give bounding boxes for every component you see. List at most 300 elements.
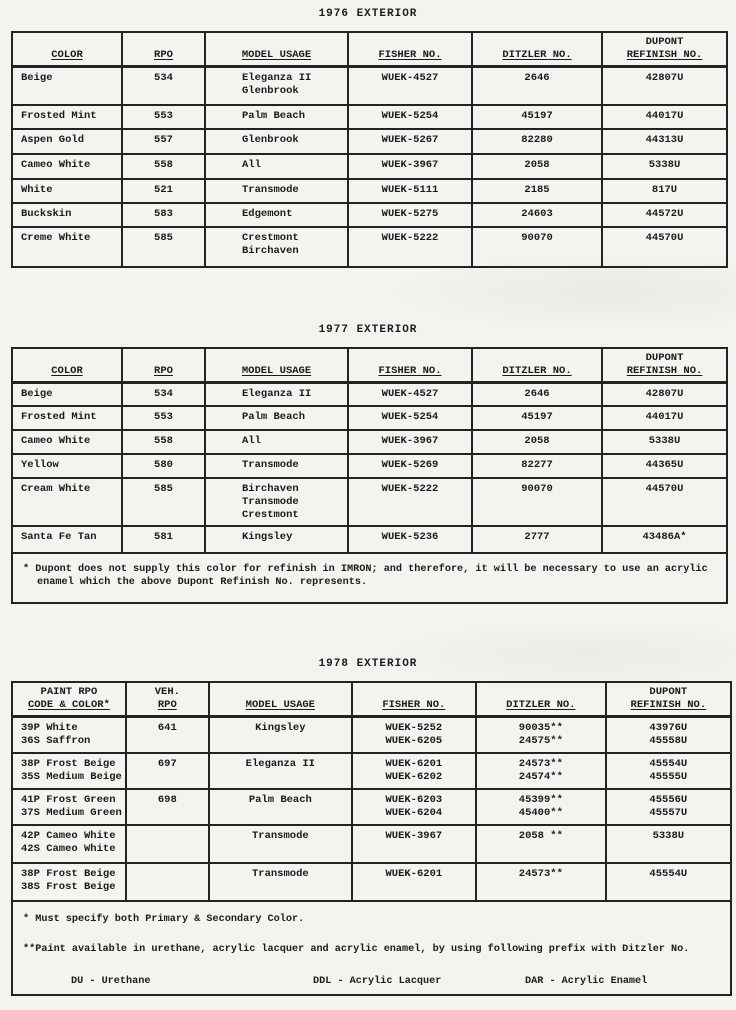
cell-model-usage — [209, 789, 352, 825]
cell-ditzler-no — [476, 753, 606, 789]
header-label: MODEL USAGE — [241, 49, 312, 61]
cell-line: WUEK-5267 — [381, 133, 439, 146]
cell-line: WUEK-6201 — [385, 757, 443, 770]
cell-dupont-no — [602, 227, 727, 267]
cell-rpo — [122, 406, 205, 430]
cell-line: Edgemont — [242, 207, 293, 220]
header-label: CODE & COLOR* — [27, 699, 110, 711]
header-label: REFINISH NO. — [626, 49, 703, 61]
cell-fisher-no — [348, 406, 472, 430]
cell-fisher-no — [348, 179, 472, 203]
cell-line: 2777 — [524, 531, 550, 543]
cell-line: WUEK-5111 — [381, 183, 439, 196]
cell-line: Transmode — [251, 829, 309, 842]
cell-line: WUEK-3967 — [385, 829, 443, 842]
cell-line: 90035** — [518, 722, 563, 734]
header-model-usage — [205, 348, 348, 383]
cell-fisher-no — [348, 203, 472, 227]
cell-line: WUEK-4527 — [381, 387, 439, 400]
cell-line: WUEK-5254 — [381, 411, 439, 423]
cell-paint-rpo — [12, 789, 126, 825]
cell-veh-rpo — [126, 753, 209, 789]
cell-rpo — [122, 129, 205, 154]
cell-ditzler-no — [472, 227, 602, 267]
footnotes-1978 — [12, 901, 731, 995]
cell-line: Palm Beach — [242, 411, 306, 423]
table-row — [12, 753, 731, 789]
header-label: DITZLER NO. — [502, 49, 572, 61]
cell-line: WUEK-5275 — [381, 207, 439, 220]
table-row — [12, 406, 727, 430]
cell-line: Birchaven — [242, 244, 299, 257]
header-label: MODEL USAGE — [245, 699, 315, 711]
cell-line: 24574** — [518, 770, 563, 783]
table-row — [12, 227, 727, 267]
cell-line: Crestmont — [242, 231, 299, 244]
cell-line: Glenbrook — [242, 133, 299, 146]
cell-line: WUEK-5222 — [381, 483, 439, 495]
cell-rpo — [122, 526, 205, 553]
cell-line: 817U — [651, 183, 678, 196]
table-row — [12, 179, 727, 203]
table-row — [12, 67, 727, 105]
cell-dupont-no — [602, 526, 727, 553]
header-label: MODEL USAGE — [241, 364, 312, 377]
cell-paint-rpo — [12, 825, 126, 863]
header-dupont-refinish-no — [602, 32, 727, 67]
cell-veh-rpo — [126, 717, 209, 753]
cell-color — [12, 179, 122, 203]
header-fisher-no — [352, 682, 476, 717]
footnote-line: enamel which the above Dupont Refinish No. represents. — [37, 577, 368, 588]
cell-line: Kingsley — [255, 722, 306, 734]
cell-line: Beige — [21, 72, 53, 84]
cell-color — [12, 382, 122, 406]
cell-dupont-no — [602, 179, 727, 203]
cell-line: Frosted Mint — [21, 411, 97, 423]
cell-line: 580 — [154, 459, 173, 471]
cell-color — [12, 227, 122, 267]
cell-dupont-no — [606, 863, 731, 901]
cell-model-usage — [205, 526, 348, 553]
cell-line: Frosted Mint — [21, 109, 97, 122]
cell-fisher-no — [348, 105, 472, 129]
cell-line: 534 — [154, 72, 173, 84]
cell-dupont-no — [602, 430, 727, 454]
table-1978-exterior — [11, 681, 732, 996]
cell-line: 39P White — [21, 722, 78, 734]
cell-model-usage — [205, 105, 348, 129]
cell-line: 2646 — [524, 72, 550, 84]
table-row — [12, 382, 727, 406]
cell-line: 44017U — [645, 411, 684, 423]
header-veh-rpo — [126, 682, 209, 717]
table-row — [12, 430, 727, 454]
cell-rpo — [122, 179, 205, 203]
cell-line: 82277 — [521, 459, 553, 471]
cell-line: 38P Frost Beige — [21, 757, 116, 770]
header-row — [12, 32, 727, 67]
cell-ditzler-no — [476, 825, 606, 863]
table-title-1976: 1976 EXTERIOR — [318, 8, 418, 20]
cell-ditzler-no — [472, 526, 602, 553]
header-ditzler-no — [472, 32, 602, 67]
cell-rpo — [122, 67, 205, 105]
cell-ditzler-no — [472, 406, 602, 430]
cell-line: WUEK-6205 — [385, 735, 443, 747]
cell-model-usage — [205, 227, 348, 267]
cell-line: 45399** — [518, 793, 563, 806]
cell-line: 43486A* — [642, 531, 687, 543]
table-title-1977: 1977 EXTERIOR — [318, 323, 418, 336]
cell-ditzler-no — [472, 154, 602, 179]
cell-line: Eleganza II — [242, 387, 312, 400]
cell-line: Yellow — [21, 459, 59, 471]
cell-model-usage — [205, 382, 348, 406]
cell-fisher-no — [348, 454, 472, 478]
cell-line: 2058 — [524, 158, 550, 171]
cell-line: 45555U — [649, 770, 688, 783]
header-model-usage — [209, 682, 352, 717]
cell-dupont-no — [602, 406, 727, 430]
cell-line: 45554U — [649, 757, 688, 770]
cell-line: 38S Frost Beige — [21, 880, 116, 893]
cell-line: 5338U — [648, 158, 681, 171]
cell-line: 24573** — [518, 757, 563, 770]
cell-line: 45197 — [521, 109, 553, 122]
cell-line: All — [242, 435, 261, 447]
table-row — [12, 203, 727, 227]
cell-line: Santa Fe Tan — [21, 531, 97, 543]
cell-line: 82280 — [521, 133, 553, 146]
header-label: FISHER NO. — [378, 364, 442, 377]
header-label: DUPONT — [645, 36, 684, 48]
cell-ditzler-no — [472, 129, 602, 154]
cell-paint-rpo — [12, 717, 126, 753]
table-row — [12, 478, 727, 526]
cell-line: 553 — [154, 411, 173, 423]
cell-model-usage — [205, 430, 348, 454]
header-label: REFINISH NO. — [626, 364, 703, 377]
header-label: COLOR — [51, 49, 83, 61]
cell-paint-rpo — [12, 863, 126, 901]
cell-veh-rpo-empty — [126, 863, 209, 901]
table-row — [12, 129, 727, 154]
cell-line: 585 — [154, 231, 173, 244]
cell-line: Buckskin — [21, 207, 72, 220]
cell-line: Eleganza II — [242, 72, 312, 84]
cell-line: 45557U — [649, 806, 688, 819]
cell-model-usage — [205, 478, 348, 526]
cell-line: 583 — [154, 207, 173, 220]
header-color — [12, 348, 122, 383]
cell-fisher-no — [348, 154, 472, 179]
cell-line: 553 — [154, 109, 173, 122]
cell-dupont-no — [602, 129, 727, 154]
cell-line: 44570U — [645, 231, 684, 244]
cell-model-usage — [205, 67, 348, 105]
cell-fisher-no — [348, 382, 472, 406]
cell-model-usage — [205, 154, 348, 179]
prefix-legend — [23, 975, 724, 988]
cell-line: WUEK-5236 — [381, 531, 439, 543]
table-title-1978: 1978 EXTERIOR — [318, 658, 418, 670]
cell-color — [12, 478, 122, 526]
cell-line: White — [21, 183, 53, 196]
cell-model-usage — [209, 825, 352, 863]
cell-rpo — [122, 478, 205, 526]
cell-line: Creme White — [21, 231, 91, 244]
cell-line: Aspen Gold — [21, 133, 85, 146]
cell-line: 45197 — [521, 411, 553, 423]
header-label: PAINT RPO — [40, 686, 98, 698]
table-row — [12, 105, 727, 129]
cell-line: Cameo White — [21, 435, 91, 447]
footnote-primary-secondary: * Must specify both Primary & Secondary Color. — [23, 913, 305, 925]
cell-line: Crestmont — [242, 509, 299, 521]
cell-model-usage — [205, 406, 348, 430]
header-label: DITZLER NO. — [506, 699, 576, 711]
cell-line: 90070 — [521, 231, 553, 244]
table-row — [12, 526, 727, 553]
cell-line: 24573** — [518, 867, 563, 880]
cell-line: Eleganza II — [245, 757, 315, 770]
cell-color — [12, 67, 122, 105]
cell-line: 24575** — [518, 735, 563, 747]
header-row — [12, 348, 727, 383]
cell-line: WUEK-6202 — [385, 770, 443, 783]
cell-ditzler-no — [476, 863, 606, 901]
cell-color — [12, 430, 122, 454]
cell-model-usage — [205, 179, 348, 203]
cell-line: WUEK-5254 — [381, 109, 439, 122]
cell-line: 581 — [154, 531, 173, 543]
legend-ddl-acrylic-lacquer: DDL - Acrylic Lacquer — [313, 975, 442, 987]
header-fisher-no — [348, 32, 472, 67]
cell-line: 5338U — [652, 829, 685, 842]
cell-model-usage — [205, 203, 348, 227]
cell-line: Birchaven — [242, 483, 299, 495]
header-fisher-no — [348, 348, 472, 383]
cell-model-usage — [209, 753, 352, 789]
cell-line: Beige — [21, 387, 53, 400]
cell-line: Kingsley — [242, 531, 293, 543]
header-model-usage — [205, 32, 348, 67]
cell-line: WUEK-5252 — [385, 722, 443, 734]
cell-dupont-no — [602, 454, 727, 478]
cell-line: 558 — [154, 158, 173, 171]
cell-model-usage — [205, 454, 348, 478]
cell-line: 2058 ** — [518, 829, 563, 842]
table-1976-exterior — [11, 31, 728, 268]
footnote-line: * Dupont does not supply this color for refinish in IMRON; and therefore, it will be necessary to use an acrylic — [23, 564, 708, 575]
table-1977-exterior — [11, 347, 728, 605]
cell-model-usage — [209, 863, 352, 901]
cell-line: 521 — [154, 183, 173, 196]
cell-color — [12, 129, 122, 154]
cell-color — [12, 154, 122, 179]
cell-line: 45554U — [649, 867, 688, 880]
header-rpo — [122, 32, 205, 67]
cell-dupont-no — [602, 105, 727, 129]
cell-fisher-no — [348, 478, 472, 526]
cell-dupont-no — [606, 825, 731, 863]
header-label: RPO — [154, 364, 173, 377]
cell-color — [12, 526, 122, 553]
cell-fisher-no — [348, 430, 472, 454]
cell-veh-rpo — [126, 789, 209, 825]
cell-rpo — [122, 382, 205, 406]
cell-fisher-no — [352, 753, 476, 789]
cell-line: WUEK-5222 — [381, 231, 439, 244]
cell-rpo — [122, 227, 205, 267]
header-ditzler-no — [472, 348, 602, 383]
cell-rpo — [122, 154, 205, 179]
cell-dupont-no — [602, 478, 727, 526]
cell-line: WUEK-6204 — [385, 806, 443, 819]
cell-line: 42S Cameo White — [21, 842, 116, 855]
header-label: VEH. — [154, 686, 180, 698]
cell-line: WUEK-5269 — [381, 459, 439, 471]
cell-ditzler-no — [472, 454, 602, 478]
header-label: RPO — [154, 49, 173, 61]
cell-line: 534 — [154, 387, 173, 400]
footnote-row — [12, 553, 727, 603]
cell-fisher-no — [352, 825, 476, 863]
cell-color — [12, 105, 122, 129]
cell-line: WUEK-6201 — [385, 867, 443, 880]
cell-line: WUEK-4527 — [381, 72, 439, 84]
cell-line: Glenbrook — [242, 85, 299, 97]
cell-line: 41P Frost Green — [21, 793, 116, 806]
cell-fisher-no — [352, 717, 476, 753]
cell-ditzler-no — [472, 382, 602, 406]
legend-du-urethane: DU - Urethane — [71, 975, 151, 987]
cell-line: 2058 — [524, 435, 550, 447]
header-label: DUPONT — [645, 351, 684, 364]
cell-color — [12, 406, 122, 430]
cell-dupont-no — [606, 753, 731, 789]
cell-line: 585 — [154, 483, 173, 495]
header-color — [12, 32, 122, 67]
cell-line: 45558U — [649, 735, 688, 747]
table-row — [12, 863, 731, 901]
cell-rpo — [122, 203, 205, 227]
cell-line: 697 — [157, 757, 177, 770]
cell-line: Transmode — [242, 183, 299, 196]
cell-color — [12, 454, 122, 478]
cell-line: 44017U — [645, 109, 684, 122]
header-dupont-refinish-no — [606, 682, 731, 717]
cell-dupont-no — [602, 382, 727, 406]
footnote-paint-prefix: **Paint available in urethane, acrylic lacquer and acrylic enamel, by using following prefix with Ditzler No. — [23, 943, 690, 955]
cell-line: 2185 — [524, 183, 550, 196]
cell-model-usage — [209, 717, 352, 753]
table-row — [12, 454, 727, 478]
cell-line: WUEK-3967 — [381, 158, 439, 171]
cell-line: 698 — [157, 793, 177, 806]
cell-model-usage — [205, 129, 348, 154]
header-dupont-refinish-no — [602, 348, 727, 383]
cell-ditzler-no — [476, 717, 606, 753]
cell-line: Transmode — [251, 867, 309, 880]
cell-line: 44570U — [645, 483, 684, 495]
header-label: DITZLER NO. — [502, 364, 572, 377]
footnote-imron — [12, 553, 727, 603]
cell-rpo — [122, 105, 205, 129]
header-rpo — [122, 348, 205, 383]
cell-line: Transmode — [242, 496, 299, 508]
header-label: COLOR — [51, 364, 83, 377]
cell-fisher-no — [348, 526, 472, 553]
cell-line: 43976U — [649, 722, 688, 734]
cell-dupont-no — [606, 789, 731, 825]
footnote-row — [12, 901, 731, 995]
header-label: FISHER NO. — [382, 699, 446, 711]
cell-line: 558 — [154, 435, 173, 447]
cell-ditzler-no — [472, 203, 602, 227]
cell-line: All — [242, 158, 261, 171]
table-row — [12, 717, 731, 753]
cell-line: 5338U — [648, 435, 681, 447]
cell-fisher-no — [348, 67, 472, 105]
cell-line: 24603 — [521, 207, 553, 220]
cell-line: 36S Saffron — [21, 735, 91, 747]
cell-line: 90070 — [521, 483, 553, 495]
cell-line: Palm Beach — [248, 793, 312, 806]
header-ditzler-no — [476, 682, 606, 717]
cell-ditzler-no — [472, 478, 602, 526]
cell-rpo — [122, 430, 205, 454]
cell-line: 45556U — [649, 793, 688, 806]
cell-dupont-no — [606, 717, 731, 753]
cell-line: WUEK-6203 — [385, 793, 443, 806]
cell-line: 37S Medium Green — [21, 806, 122, 819]
table-row — [12, 825, 731, 863]
cell-line: 44365U — [645, 459, 684, 471]
cell-ditzler-no — [472, 105, 602, 129]
cell-veh-rpo-empty — [126, 825, 209, 863]
header-label: RPO — [157, 699, 177, 711]
cell-line: 42807U — [645, 72, 684, 84]
cell-dupont-no — [602, 154, 727, 179]
cell-line: 38P Frost Beige — [21, 867, 116, 880]
legend-dar-acrylic-enamel: DAR - Acrylic Enamel — [525, 975, 648, 987]
cell-rpo — [122, 454, 205, 478]
cell-line: 45400** — [518, 806, 563, 819]
cell-fisher-no — [352, 863, 476, 901]
header-label: DUPONT — [649, 686, 688, 698]
table-row — [12, 154, 727, 179]
cell-ditzler-no — [472, 430, 602, 454]
table-row — [12, 789, 731, 825]
cell-line: 557 — [154, 133, 173, 146]
cell-line: 44313U — [645, 133, 684, 146]
cell-ditzler-no — [476, 789, 606, 825]
cell-line: 641 — [157, 722, 177, 734]
cell-fisher-no — [348, 129, 472, 154]
cell-line: 44572U — [645, 207, 684, 220]
cell-dupont-no — [602, 67, 727, 105]
cell-line: Palm Beach — [242, 109, 306, 122]
cell-ditzler-no — [472, 67, 602, 105]
cell-paint-rpo — [12, 753, 126, 789]
header-label: FISHER NO. — [378, 49, 442, 61]
cell-line: WUEK-3967 — [381, 435, 439, 447]
cell-dupont-no — [602, 203, 727, 227]
cell-fisher-no — [352, 789, 476, 825]
header-paint-rpo-code-color — [12, 682, 126, 717]
